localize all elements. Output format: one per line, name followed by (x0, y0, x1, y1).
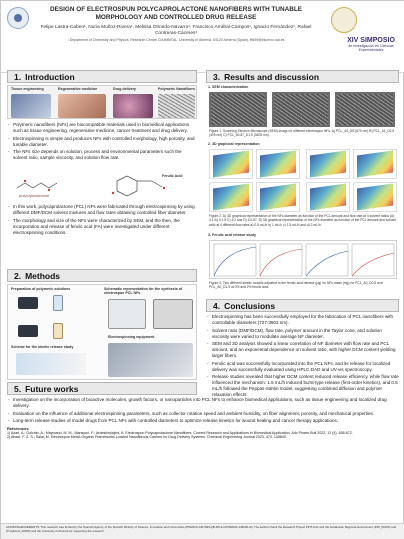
intro-bullet: - The morphology and size of the NFs were characterized by SEM, and the then, the incorporation and release of ferulic acid (FA) were investigated under different electrospinning conditions. (7, 218, 197, 236)
plot-3d-h (353, 182, 397, 212)
methods-figure (7, 284, 197, 380)
fig-label-regen: Regenerative medicine (58, 87, 98, 91)
intro-bullets (7, 122, 197, 163)
tissue-engineering-image (11, 94, 51, 118)
plot-3d-f (256, 182, 300, 212)
figure-2-caption: Figure 2. A) 3D graphical representation of the NFs diameter as function of the PCL amount and flow rate at 4 solvent ratios (A) 4:1 B) 4:1.5 C) 4:2 and D) 4:0.87. B) 3D graphical representation of the NFs diameter as function of the PCL amount and solvent ratio at 4 different flow rates a) 0.5 mL/h b) 1 mL/h c) 1.5 mL/h and d) 2 mL/h. (209, 214, 397, 227)
institution-seal-icon (331, 7, 357, 33)
university-logo (7, 7, 29, 29)
sponsor-logo (363, 7, 399, 25)
section-title: Methods (25, 271, 61, 281)
future-bullets (7, 397, 399, 440)
sem-image-a (209, 92, 267, 127)
poster-title: DESIGN OF ELECTROSPUN POLYCAPROLACTONE NANOFIBERS WITH TUNABLE MORPHOLOGY AND CONTROLLED DRUG RELEASE (49, 6, 303, 21)
figure-3-caption: Figure 3. Two different kinetic models adjusted to the ferulic acid release (μg) for NFs mass (mg) for PCL_A0_D0.5 and PCL_A0_D1.5 at 0% and 2% ferulic acid. (209, 281, 383, 290)
section-title: Results and discussion (224, 72, 320, 82)
references-title: References (7, 425, 29, 431)
reference-item: 1) Azari, A.; Golchin, A.; Maymand, M. M.; Mansouri, F.; Ardeshirylajimi, A. Electrospun Polycaprolactone Nanofibers: Current Research and Applications in Biomedical Application. Adv Pharm Bull 2022, 12 (4), 658-672. (7, 430, 353, 435)
section-introduction-header (7, 70, 197, 83)
section-future-header (7, 382, 197, 395)
section-methods-header (7, 269, 197, 282)
section-number: 4. (213, 301, 221, 311)
intro-bullet: - Polymeric nanofibers (NFs) are biocompatible materials used in biomedical applications such as tissue engineering, regenerative medicine, cancer treatment and drug delivery. (7, 122, 197, 134)
section-title: Introduction (25, 72, 75, 82)
section-title: Future works (25, 384, 79, 394)
plot-3d-b (256, 149, 300, 179)
drug-delivery-image (113, 94, 153, 118)
symposium-title: XIV SIMPOSIO (347, 37, 395, 44)
intro-bullet: - The NFs size depends on solution, process and environmental parameters such the solvent ratio, sample viscosity, and solution flow rate. (7, 149, 197, 161)
future-bullet: - Investigation on the incorporation of bioactive molecules, growth factors, or nanoparticles into PCL NFs to enhance biomedical applications, such as tissue engineering and localized drug delivery. (7, 397, 399, 409)
prep-label: Preparation of polymeric solutions (11, 287, 71, 291)
conclusion-bullet: - SEM and 3D analysis showed a linear correlation of NF diameter with flow rate and PCL amount, and an exponential dependence on solvent ratio, with higher DCM content yielding larger fibers. (206, 341, 399, 359)
plot-3d-a (209, 149, 253, 179)
conclusion-bullet: - Electrospinning has been successfully employed for the fabrication of PCL nanofibers with controllable diameters (727-3603 nm). (206, 314, 399, 326)
sem-image-b (272, 92, 330, 127)
plot-3d-c (306, 149, 350, 179)
scheme-label: Schematic representation for the synthesis of electrospun PCL NFs (104, 287, 183, 295)
electrospinning-equipment-image (108, 343, 193, 377)
release-label: 3. Ferulic acid release study (208, 233, 256, 237)
equipment-label: Electrospinning equipment (108, 335, 155, 339)
acknowledgements-footer: ACKNOWLEDGEMENTS: This research was funded by the Spanish Agency of the Spanish Ministry of Science, Innovation and Universities (PID2023-1407093-QB-I00 and PID2022-148006-I0). The authors thank the Research Project PPIT-UAL and the Andalusian Regional Government (P20_00106) and (ProyExcel_00405) and the University of Almería for supporting the research. (1, 523, 404, 539)
stirrer-icon (18, 325, 38, 337)
plot-3d-g (306, 182, 350, 212)
conclusions-bullets (206, 314, 399, 400)
section-title: Conclusions (224, 301, 276, 311)
author-list: Felipe Lastra-Cabeo¹, Nuria Muñoz-Rivera¹, Melissa Olmedo-Navarro¹, Francisco Arrabal-Campos¹, Ignacio Fernández¹, Rafael Contreras-Cáceres¹ (40, 25, 312, 37)
section-conclusions-header (206, 299, 399, 312)
sem-image-c (335, 92, 395, 127)
molecules-figure (7, 173, 197, 203)
plot-3d-d (353, 149, 397, 179)
vial-icon (53, 295, 63, 311)
conclusion-bullet: - Release studies revealed that higher DCM content reduced release efficiency, while flow rate influenced the mechanism: 1.5 mL/h induced burst-type release (first-order kinetics), and 0.5 mL/h followed the Peppas-Sahlin model, suggesting combined diffusion and polymer relaxation effects. (206, 374, 399, 398)
kinetic-scheme-diagram (16, 353, 86, 375)
figure-1-caption: Figure 1. Scanning Electron Microscope (SEM) image for different electrospun NFs. A) PCL_44_DS (670 nm) B) PCL_44_D2.5 (409 nm) C) PCL_60.87_D1.5 (3625 nm). (209, 129, 395, 138)
sem-label: 1. SEM characterization (208, 85, 249, 89)
symposium-logo (341, 37, 401, 52)
fig-label-drug: Drug delivery (113, 87, 136, 91)
intro-bullet: - In this work, polycaprolactone (PCL) NFs were fabricated through electrospinning by using different DMF/DCM solvent mixtures and flow rates obtaining controlled fiber diameter. (7, 204, 197, 216)
release-curves-icon (210, 241, 398, 280)
plot-3d-e (209, 182, 253, 212)
regenerative-medicine-image (58, 94, 106, 118)
future-bullet: - Long-term release studies of model drugs from PCL NFs with controlled diameters to optimize release kinetics for wound healing and cancer therapy applications. (7, 418, 399, 424)
conclusion-bullet: - Ferulic acid was successfully incorporated into the PCL NFs, and its release for localized delivery was successfully evaluated using HPLC-DAD and UV-vis spectroscopy. (206, 361, 399, 373)
pcl-label: polycaprolactone (19, 193, 50, 198)
stirrer-icon (18, 297, 38, 309)
intro-figure (7, 85, 197, 119)
section-results-header (206, 70, 399, 83)
poster-header (1, 1, 404, 73)
fig-label-nanofibers: Polymeric Nanofibers (158, 87, 195, 91)
future-bullet: - Evaluation on the influence of additional electrospinning parameters, such as collector rotation speed and ambient humidity, on fiber alignment, porosity, and mechanical properties. (7, 411, 399, 417)
fig-label-tissue: Tissue engineering (11, 87, 44, 91)
syringe-pump-diagram (108, 299, 146, 329)
section-number: 5. (14, 384, 22, 394)
intro-bullets-2 (7, 204, 197, 237)
collector-diagram (153, 299, 193, 329)
kinetic-label: Scheme for the kinetic release study (11, 345, 74, 349)
section-number: 1. (14, 72, 22, 82)
section-number: 3. (213, 72, 221, 82)
intro-bullet: - Electrospinning is simple and produces NFs with controlled morphology, high porosity, and tunable diameter. (7, 136, 197, 148)
vial-icon (53, 323, 63, 339)
symposium-subtitle: de investigación en Ciencias Experimentales (348, 44, 394, 52)
plot3d-label: 2. 3D graphical representation (208, 142, 260, 146)
ferulic-acid-label: Ferulic Acid (162, 174, 183, 178)
reference-item: 2) Abadi, F. S. S.; Saiai, M. Electrospun Metal–Organic Frameworks-Loaded Nanofibrous Carriers for Drug Delivery Systems. Chemical Engineering Journal 2023, 474, 145840. (7, 435, 287, 440)
section-number: 2. (14, 271, 22, 281)
release-charts-figure (209, 240, 397, 279)
nanofibers-image (158, 94, 195, 118)
affiliation: ¹ Department of Chemistry and Physics, Research Centre CIAIMBITAL, University of Almería, 04120 Almería (Spain). ffl499@inlumno.ual.es (67, 38, 285, 42)
conclusion-bullet: - Solvent ratio (DMF/DCM), flow rate, polymer amount in the Taylor cone, and solution viscosity were varied to modulate average NF diameter. (206, 328, 399, 340)
